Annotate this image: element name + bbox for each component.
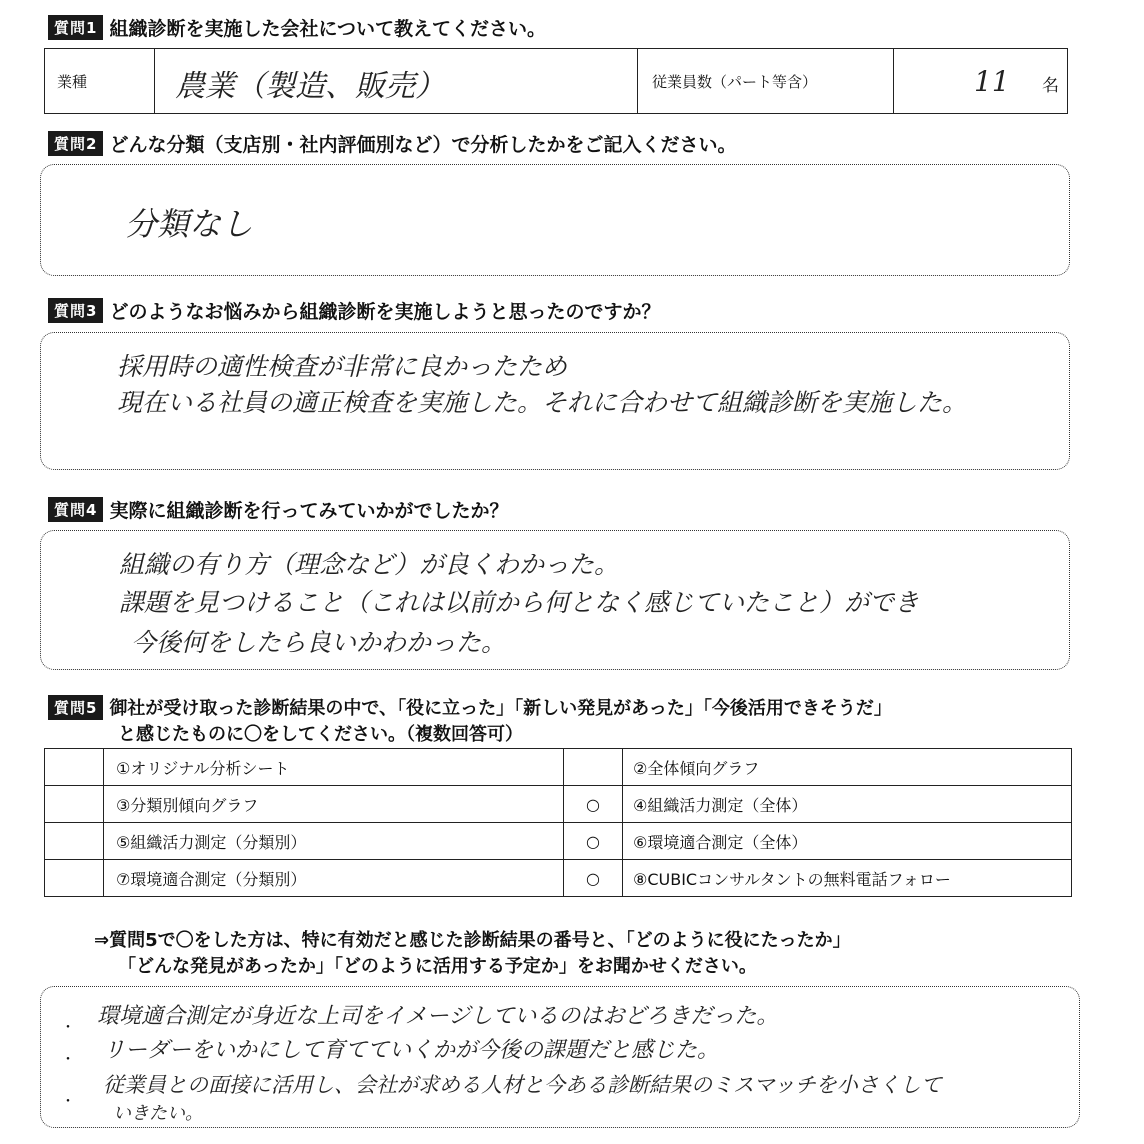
q3-answer-box	[40, 332, 1070, 470]
q5-bullet-3: ・	[61, 1094, 75, 1110]
q4-answer-line-2: 課題を見つけること（これは以前から何となく感じていたこと）ができ	[119, 588, 920, 617]
q5-option-1: ①オリジナル分析シート	[104, 749, 564, 786]
industry-cell	[155, 49, 638, 114]
q2-answer: 分類なし	[125, 205, 254, 243]
q1-header	[48, 14, 546, 41]
q5-option-6: ⑥環境適合測定（全体）	[623, 823, 1072, 860]
q5-mark-3[interactable]	[45, 786, 104, 823]
q1-question: 組織診断を実施した会社について教えてください。	[109, 18, 547, 40]
industry-label: 業種	[45, 49, 155, 114]
q3-question: どのようなお悩みから組織診断を実施しようと思ったのですか？	[109, 301, 661, 323]
q2-badge: 質問2	[48, 131, 103, 156]
q5-mark-7[interactable]	[45, 860, 104, 897]
q5-option-2: ②全体傾向グラフ	[623, 749, 1072, 786]
employees-cell	[894, 49, 1068, 114]
q5-options-table	[44, 748, 1072, 897]
q5-mark-2[interactable]	[564, 749, 623, 786]
q5-row-1	[45, 749, 1072, 786]
q5-answer-line-3: 従業員との面接に活用し、会社が求める人材と今ある診断結果のミスマッチを小さくして	[103, 1073, 942, 1097]
q2-question: どんな分類（支店別・社内評価別など）で分析したかをご記入ください。	[109, 134, 737, 156]
q5-mark-8[interactable]: ○	[564, 860, 623, 897]
q3-badge: 質問3	[48, 298, 103, 323]
q1-badge: 質問1	[48, 15, 103, 40]
q5-followup-line-2: 「どんな発見があったか」「どのように活用する予定か」をお聞かせください。	[118, 956, 757, 977]
q5-mark-5[interactable]	[45, 823, 104, 860]
q5-mark-6[interactable]: ○	[564, 823, 623, 860]
q5-question-line-2: と感じたものに〇をしてください。（複数回答可）	[118, 724, 523, 745]
q2-header	[48, 130, 736, 157]
q5-row-4	[45, 860, 1072, 897]
q5-row-2	[45, 786, 1072, 823]
q5-option-4: ④組織活力測定（全体）	[623, 786, 1072, 823]
q4-header	[48, 496, 508, 523]
employees-unit: 名	[1042, 76, 1059, 96]
q4-answer-line-1: 組織の有り方（理念など）が良くわかった。	[119, 550, 620, 579]
q5-answer-box	[40, 986, 1080, 1128]
q5-bullet-2: ・	[61, 1052, 75, 1068]
q5-option-7: ⑦環境適合測定（分類別）	[104, 860, 564, 897]
q3-answer-line-1: 採用時の適性検査が非常に良かったため	[117, 352, 568, 381]
q5-badge: 質問5	[48, 695, 103, 720]
q5-question-line-1: 御社が受け取った診断結果の中で、「役に立った」「新しい発見があった」「今後活用できそうだ」	[109, 698, 892, 719]
q5-answer-line-1: 環境適合測定が身近な上司をイメージしているのはおどろきだった。	[97, 1004, 779, 1029]
q4-answer-box	[40, 530, 1070, 670]
q1-table	[44, 48, 1068, 114]
q2-answer-box	[40, 164, 1070, 276]
q4-answer-line-3: 今後何をしたら良いかわかった。	[131, 628, 507, 657]
industry-value: 農業（製造、販売）	[175, 69, 445, 104]
q5-followup-line-1: ⇒質問5で〇をした方は、特に有効だと感じた診断結果の番号と、「どのように役にたったか」	[94, 930, 851, 951]
q5-header	[48, 694, 892, 720]
q3-header	[48, 297, 660, 324]
q5-option-5: ⑤組織活力測定（分類別）	[104, 823, 564, 860]
q5-mark-1[interactable]	[45, 749, 104, 786]
q5-row-3	[45, 823, 1072, 860]
employees-value: 11	[974, 65, 1010, 98]
q5-answer-line-4: いきたい。	[113, 1103, 203, 1124]
q4-question: 実際に組織診断を行ってみていかがでしたか？	[109, 500, 509, 522]
q5-option-3: ③分類別傾向グラフ	[104, 786, 564, 823]
q5-option-8: ⑧CUBICコンサルタントの無料電話フォロー	[623, 860, 1072, 897]
q4-badge: 質問4	[48, 497, 103, 522]
q5-answer-line-2: リーダーをいかにして育てていくかが今後の課題だと感じた。	[103, 1038, 720, 1063]
q3-answer-line-2: 現在いる社員の適正検査を実施した。それに合わせて組織診断を実施した。	[117, 388, 968, 417]
q5-bullet-1: ・	[61, 1020, 75, 1036]
q5-mark-4[interactable]: ○	[564, 786, 623, 823]
employees-label: 従業員数（パート等含）	[638, 49, 894, 114]
